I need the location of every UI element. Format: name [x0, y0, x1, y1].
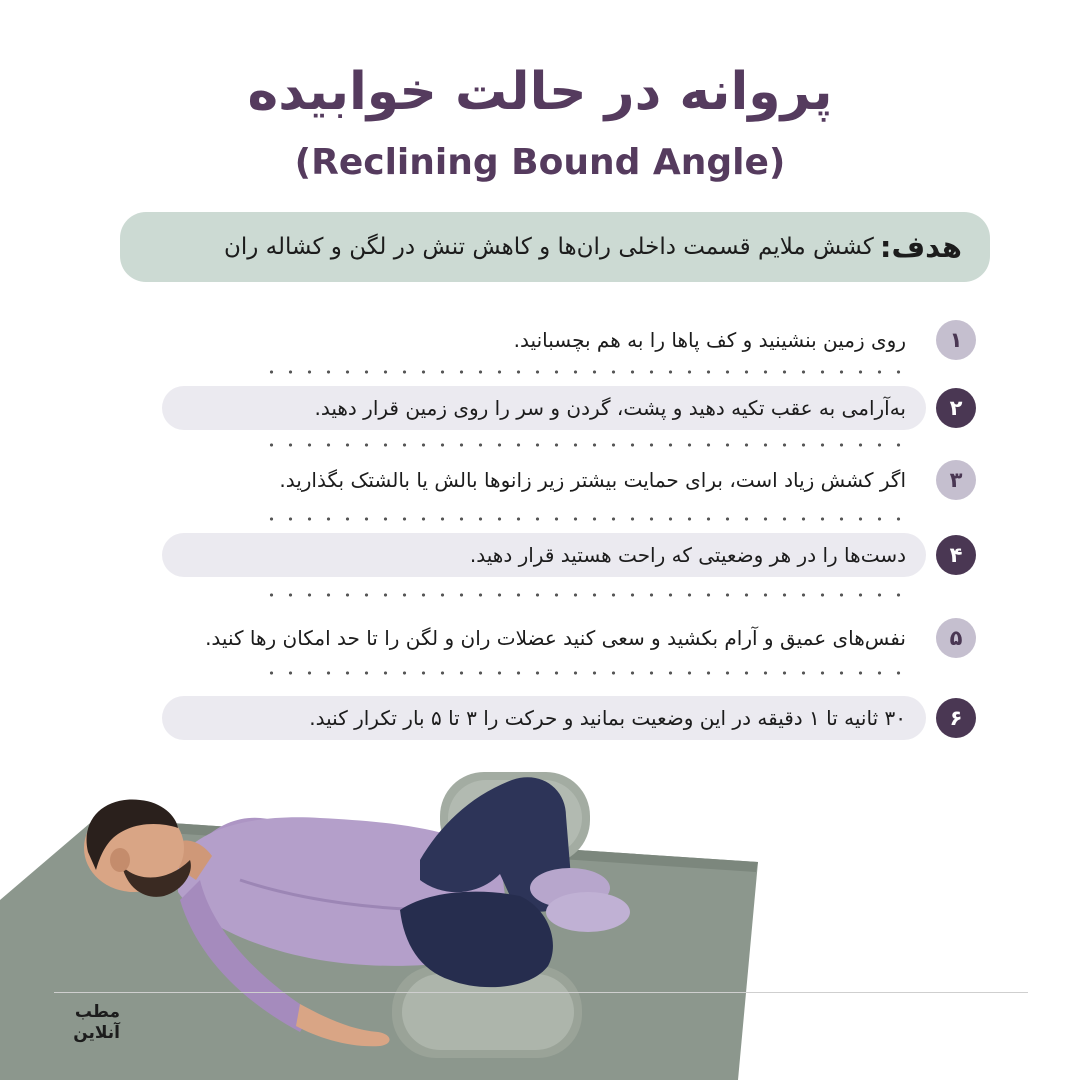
step-5: [0, 610, 1080, 666]
step-number-badge: ۶: [936, 698, 976, 738]
step-6: [0, 690, 1080, 746]
step-1: [0, 312, 1080, 368]
dotted-divider: [262, 443, 902, 447]
step-number-badge: ۴: [936, 535, 976, 575]
step-number-badge: ۲: [936, 388, 976, 428]
step-text: ۳۰ ثانیه تا ۱ دقیقه در این وضعیت بمانید و حرکت را ۳ تا ۵ بار تکرار کنید.: [309, 706, 906, 730]
step-number-badge: ۱: [936, 320, 976, 360]
step-number-badge: ۵: [936, 618, 976, 658]
step-4: [0, 527, 1080, 583]
step-3: [0, 452, 1080, 508]
step-text: دست‌ها را در هر وضعیتی که راحت هستید قرار دهید.: [469, 543, 906, 567]
logo-line-2: آنلاین: [73, 1023, 120, 1043]
step-text: اگر کشش زیاد است، برای حمایت بیشتر زیر زانوها بالش یا بالشتک بگذارید.: [279, 468, 906, 492]
goal-label: هدف:: [879, 230, 962, 264]
step-text: به‌آرامی به عقب تکیه دهید و پشت، گردن و سر را روی زمین قرار دهید.: [314, 396, 906, 420]
dotted-divider: [262, 517, 902, 521]
sock-bottom: [546, 892, 630, 932]
brand-logo: [50, 1002, 120, 1044]
step-number-badge: ۳: [936, 460, 976, 500]
footer-divider: [54, 992, 1028, 993]
page-subtitle: (Reclining Bound Angle): [294, 142, 786, 183]
goal-text: کشش ملایم قسمت داخلی ران‌ها و کاهش تنش در لگن و کشاله ران: [223, 234, 874, 260]
page-title: پروانه در حالت خوابیده: [247, 62, 833, 122]
dotted-divider: [262, 593, 902, 597]
goal-box: [120, 212, 990, 282]
dotted-divider: [262, 370, 902, 374]
dotted-divider: [262, 671, 902, 675]
step-2: [0, 380, 1080, 436]
step-text: نفس‌های عمیق و آرام بکشید و سعی کنید عضلات ران و لگن را تا حد امکان رها کنید.: [205, 626, 906, 650]
logo-line-1: مطب: [74, 1002, 120, 1022]
step-text: روی زمین بنشینید و کف پاها را به هم بچسبانید.: [513, 328, 906, 352]
reclining-pose-illustration: [0, 740, 1080, 1080]
